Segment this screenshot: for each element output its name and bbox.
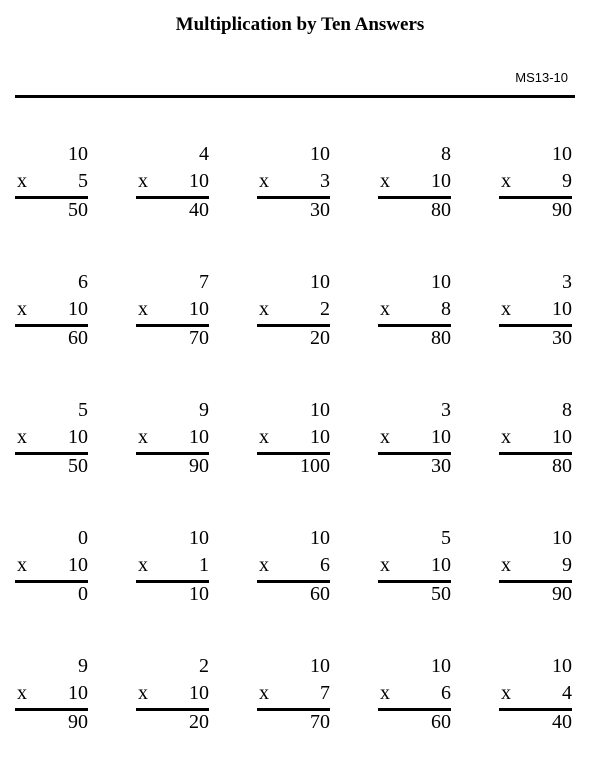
problem-item [15,653,88,732]
multiplicand: 4 [199,143,209,165]
operator-line [15,296,88,322]
multiplier: 10 [189,682,209,704]
operator-line [136,168,209,194]
answer: 70 [189,327,209,349]
multiply-sign: x [138,426,148,448]
multiply-sign: x [17,426,27,448]
answer: 80 [431,327,451,349]
multiply-sign: x [501,426,511,448]
answer: 30 [552,327,572,349]
operator-line [15,424,88,450]
problem-item [378,525,451,604]
problem-item [257,397,330,476]
multiplicand: 10 [552,655,572,677]
operator-line [257,680,330,706]
operator-line [378,168,451,194]
multiplicand: 8 [441,143,451,165]
multiplicand: 10 [431,655,451,677]
multiply-sign: x [380,170,390,192]
multiplier: 6 [320,554,330,576]
multiplier: 10 [431,426,451,448]
multiplicand: 10 [552,527,572,549]
answer: 80 [552,455,572,477]
operator-line [136,296,209,322]
answer: 90 [189,455,209,477]
multiplicand: 10 [310,271,330,293]
multiplicand: 10 [68,143,88,165]
multiplicand: 10 [310,143,330,165]
multiplicand: 10 [431,271,451,293]
operator-line [378,296,451,322]
multiplicand: 3 [562,271,572,293]
multiply-sign: x [138,682,148,704]
multiplier: 7 [320,682,330,704]
multiplicand: 0 [78,527,88,549]
multiplicand: 5 [441,527,451,549]
operator-line [15,680,88,706]
multiply-sign: x [259,426,269,448]
multiplicand: 10 [310,655,330,677]
multiplicand: 6 [78,271,88,293]
multiply-sign: x [501,298,511,320]
multiplier: 8 [441,298,451,320]
multiplicand: 9 [199,399,209,421]
answer: 0 [78,583,88,605]
multiply-sign: x [380,298,390,320]
problem-item [257,653,330,732]
problem-item [378,269,451,348]
problem-item [499,653,572,732]
problem-item [136,269,209,348]
multiplicand: 5 [78,399,88,421]
operator-line [499,552,572,578]
problem-item [378,397,451,476]
operator-line [257,424,330,450]
problem-item [15,269,88,348]
multiplicand: 8 [562,399,572,421]
multiply-sign: x [138,170,148,192]
multiply-sign: x [501,682,511,704]
operator-line [499,424,572,450]
multiplier: 10 [68,682,88,704]
multiply-sign: x [380,682,390,704]
multiplier: 10 [431,554,451,576]
answer: 90 [68,711,88,733]
multiplicand: 10 [552,143,572,165]
multiply-sign: x [138,298,148,320]
multiplier: 10 [431,170,451,192]
answer: 40 [552,711,572,733]
operator-line [136,424,209,450]
problem-item [15,141,88,220]
multiplicand: 2 [199,655,209,677]
multiply-sign: x [380,554,390,576]
multiplier: 9 [562,554,572,576]
problem-item [257,269,330,348]
answer: 90 [552,583,572,605]
operator-line [257,552,330,578]
operator-line [257,296,330,322]
multiplier: 10 [189,170,209,192]
answer: 100 [300,455,330,477]
problem-item [378,653,451,732]
problem-item [15,397,88,476]
answer: 30 [310,199,330,221]
answer: 90 [552,199,572,221]
worksheet-code: MS13-10 [515,70,568,85]
problem-item [136,653,209,732]
problem-item [136,397,209,476]
operator-line [499,680,572,706]
operator-line [378,680,451,706]
multiplier: 10 [68,426,88,448]
problem-item [257,525,330,604]
multiplier: 10 [68,298,88,320]
multiplier: 3 [320,170,330,192]
multiplier: 10 [310,426,330,448]
multiply-sign: x [17,682,27,704]
multiply-sign: x [138,554,148,576]
problem-item [136,141,209,220]
multiplicand: 9 [78,655,88,677]
multiplier: 10 [68,554,88,576]
problem-item [499,141,572,220]
multiplier: 5 [78,170,88,192]
multiply-sign: x [259,170,269,192]
answer: 70 [310,711,330,733]
worksheet-title: Multiplication by Ten Answers [175,14,425,35]
multiplier: 6 [441,682,451,704]
answer: 30 [431,455,451,477]
operator-line [257,168,330,194]
operator-line [136,552,209,578]
problem-item [257,141,330,220]
problem-item [499,397,572,476]
operator-line [499,296,572,322]
multiply-sign: x [17,170,27,192]
multiplier: 4 [562,682,572,704]
operator-line [499,168,572,194]
answer: 40 [189,199,209,221]
answer: 50 [431,583,451,605]
multiplier: 10 [552,426,572,448]
answer: 60 [431,711,451,733]
multiply-sign: x [501,554,511,576]
answer: 50 [68,455,88,477]
multiply-sign: x [17,298,27,320]
multiplier: 2 [320,298,330,320]
multiply-sign: x [259,682,269,704]
multiply-sign: x [501,170,511,192]
multiplicand: 7 [199,271,209,293]
problem-grid [15,141,575,732]
multiplier: 10 [189,298,209,320]
header-divider [15,95,575,98]
problem-item [499,525,572,604]
answer: 50 [68,199,88,221]
multiplicand: 10 [189,527,209,549]
multiplier: 10 [189,426,209,448]
answer: 20 [189,711,209,733]
answer: 10 [189,583,209,605]
multiplicand: 10 [310,527,330,549]
operator-line [378,552,451,578]
answer: 60 [310,583,330,605]
problem-item [499,269,572,348]
multiplier: 1 [199,554,209,576]
multiplicand: 10 [310,399,330,421]
multiply-sign: x [259,554,269,576]
operator-line [15,552,88,578]
multiplicand: 3 [441,399,451,421]
problem-item [136,525,209,604]
multiply-sign: x [259,298,269,320]
answer: 80 [431,199,451,221]
answer: 60 [68,327,88,349]
multiply-sign: x [380,426,390,448]
operator-line [378,424,451,450]
problem-item [378,141,451,220]
operator-line [15,168,88,194]
multiply-sign: x [17,554,27,576]
multiplier: 10 [552,298,572,320]
answer: 20 [310,327,330,349]
problem-item [15,525,88,604]
multiplier: 9 [562,170,572,192]
operator-line [136,680,209,706]
